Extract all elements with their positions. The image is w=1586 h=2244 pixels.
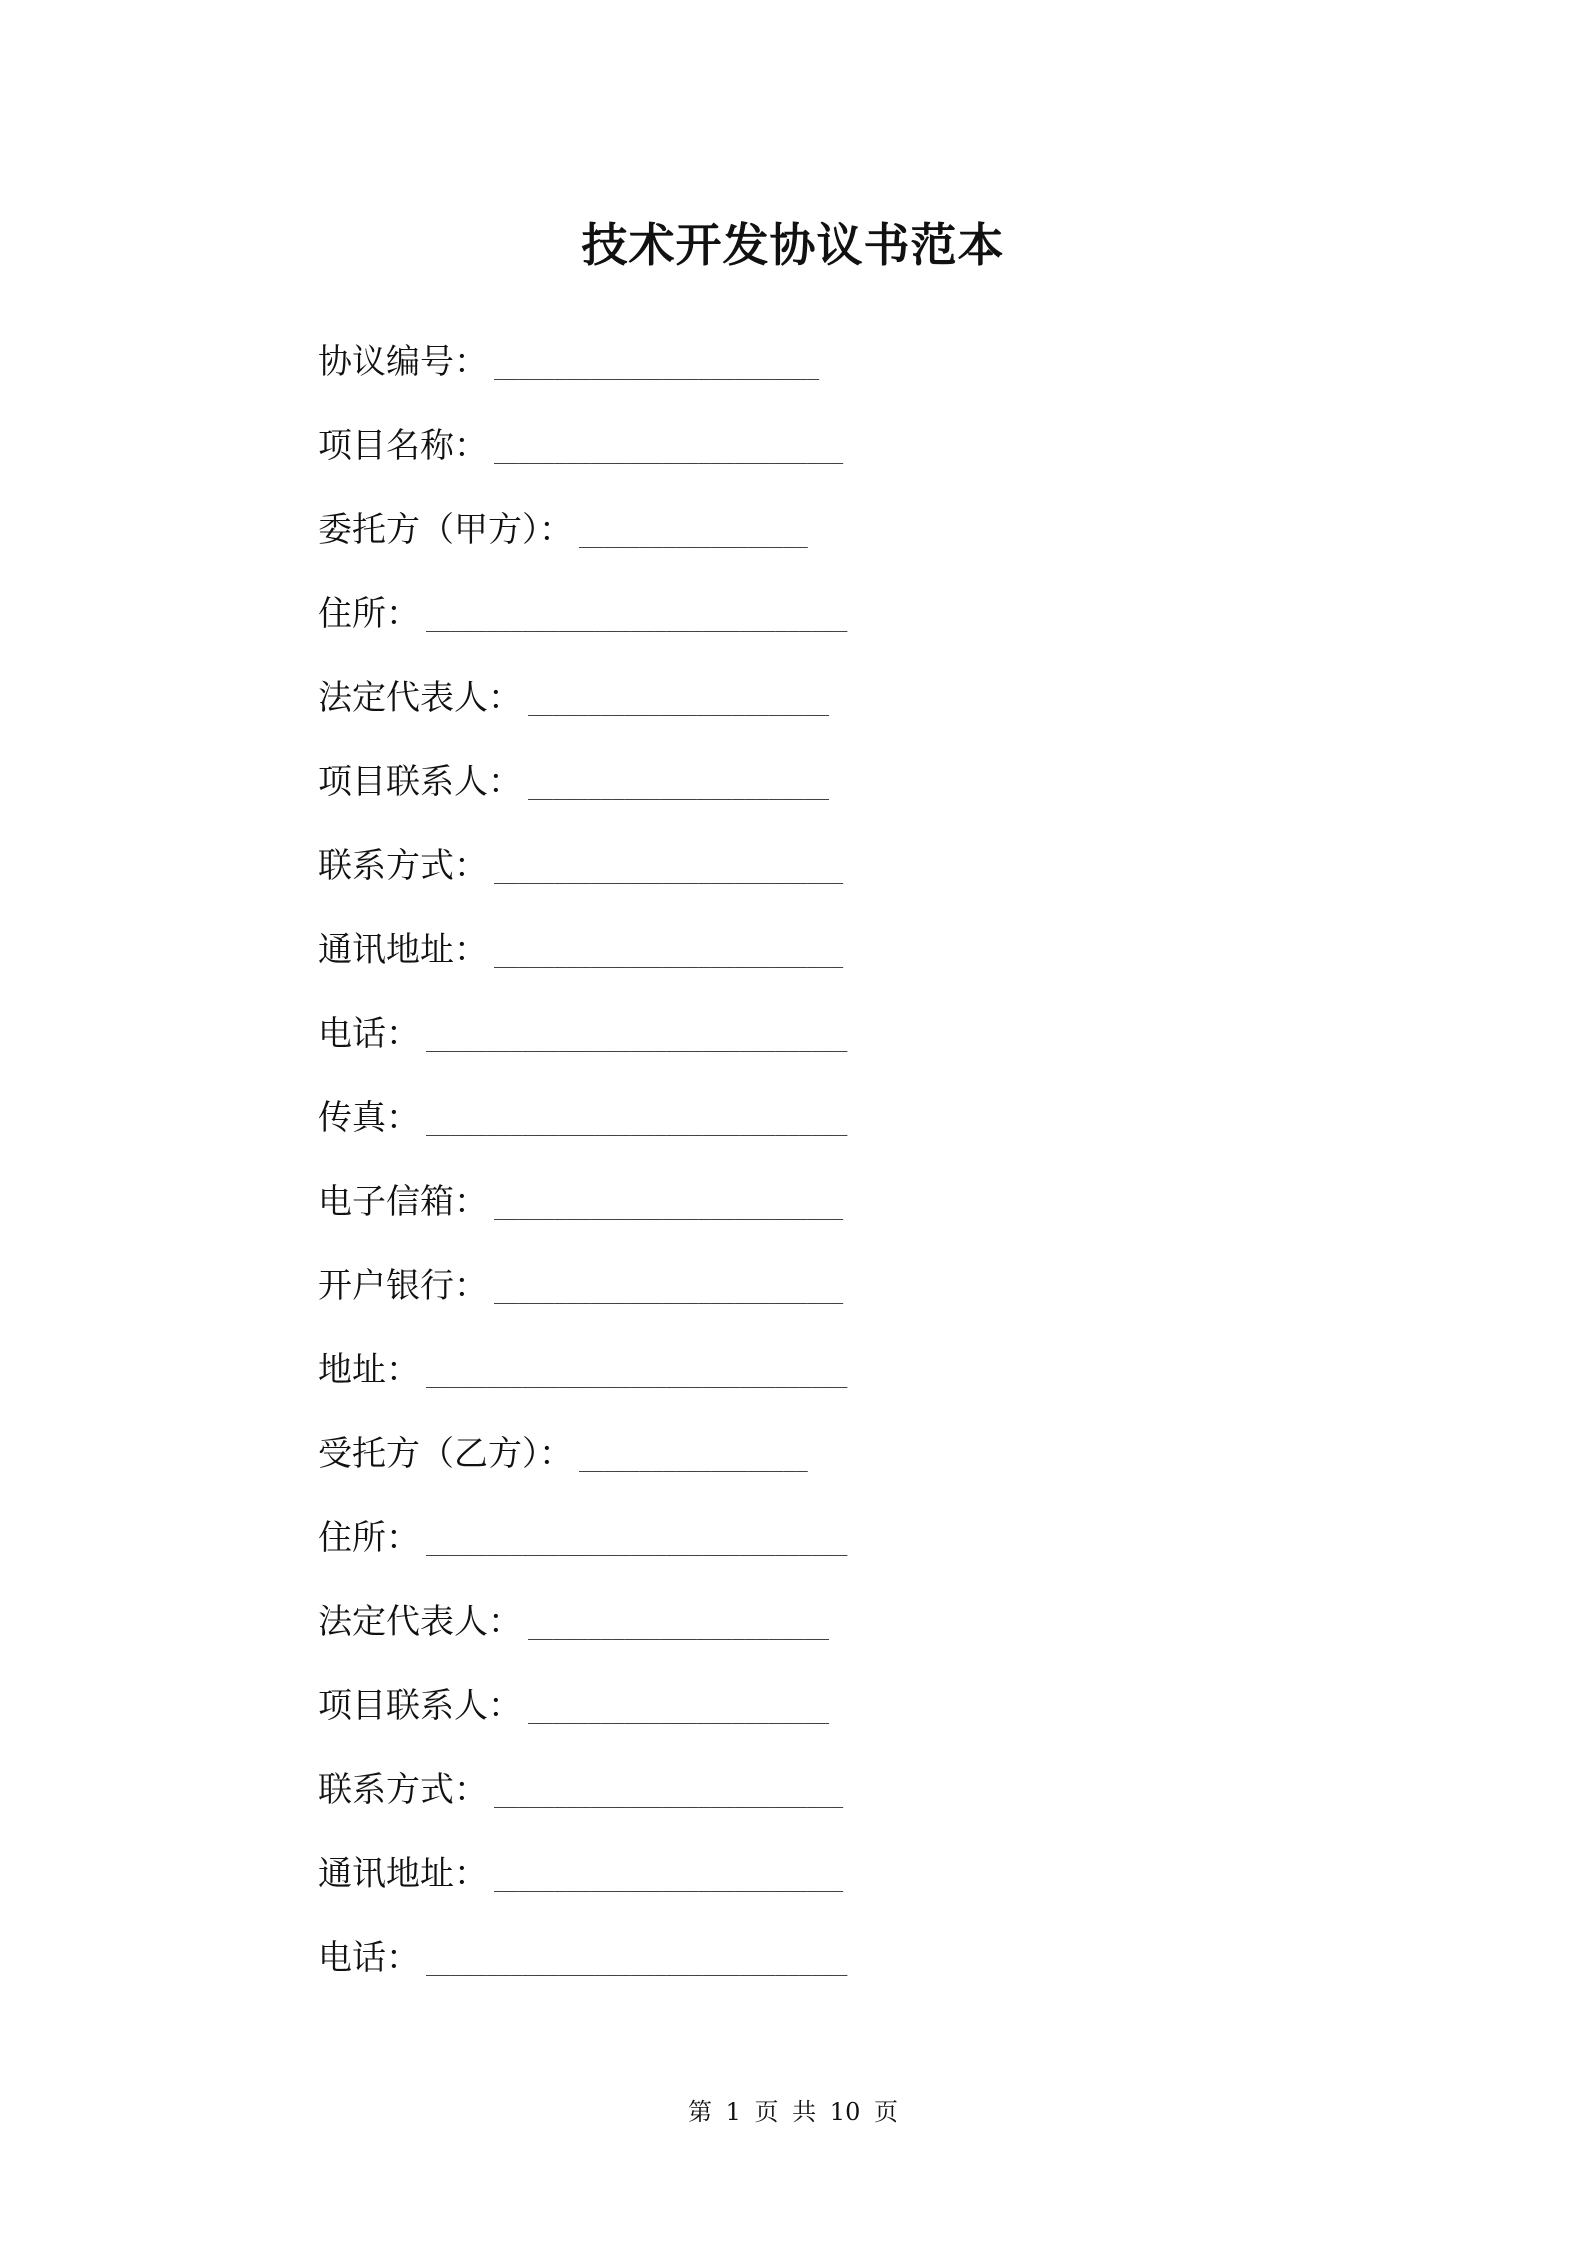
field-label: 项目联系人：: [318, 762, 522, 802]
field-label: 电话：: [318, 1014, 420, 1054]
page-number-footer: 第 1 页 共 10 页: [688, 2098, 898, 2126]
field-blank-line: _____________________________: [494, 1280, 844, 1304]
field-label: 委托方（甲方）：: [318, 510, 573, 550]
field-party-b-domicile: [318, 1496, 1318, 1580]
field-party-a-fax: [318, 1076, 1318, 1160]
field-label: 法定代表人：: [318, 1602, 522, 1642]
document-title: 技术开发协议书范本: [581, 218, 1005, 272]
field-label: 受托方（乙方）：: [318, 1434, 573, 1474]
field-party-b-contact-method: [318, 1748, 1318, 1832]
field-blank-line: _____________________________: [494, 1868, 844, 1892]
field-party-a-bank: [318, 1244, 1318, 1328]
field-blank-line: ___________________________________: [426, 1028, 848, 1052]
field-blank-line: _________________________: [528, 1616, 830, 1640]
field-blank-line: ___________________________________: [426, 1112, 848, 1136]
field-party-a-mailing-address: [318, 908, 1318, 992]
field-party-a-legal-rep: [318, 656, 1318, 740]
field-blank-line: _____________________________: [494, 440, 844, 464]
field-blank-line: ___________________: [579, 524, 808, 548]
field-blank-line: ___________________________________: [426, 608, 848, 632]
field-label: 法定代表人：: [318, 678, 522, 718]
field-blank-line: _____________________________: [494, 1196, 844, 1220]
field-party-a-contact-person: [318, 740, 1318, 824]
field-blank-line: ___________________________________: [426, 1364, 848, 1388]
field-blank-line: _____________________________: [494, 944, 844, 968]
field-party-b: [318, 1412, 1318, 1496]
field-blank-line: ___________________________________: [426, 1952, 848, 1976]
field-blank-line: ___________________: [579, 1448, 808, 1472]
field-blank-line: ___________________________: [494, 356, 820, 380]
field-blank-line: _____________________________: [494, 860, 844, 884]
field-label: 传真：: [318, 1098, 420, 1138]
field-label: 开户银行：: [318, 1266, 488, 1306]
field-label: 项目联系人：: [318, 1686, 522, 1726]
field-blank-line: ___________________________________: [426, 1532, 848, 1556]
field-label: 联系方式：: [318, 846, 488, 886]
field-project-name: [318, 404, 1318, 488]
field-label: 地址：: [318, 1350, 420, 1390]
field-label: 项目名称：: [318, 426, 488, 466]
field-label: 联系方式：: [318, 1770, 488, 1810]
field-label: 通讯地址：: [318, 930, 488, 970]
field-blank-line: _________________________: [528, 776, 830, 800]
field-party-b-mailing-address: [318, 1832, 1318, 1916]
field-blank-line: _________________________: [528, 692, 830, 716]
field-party-a-contact-method: [318, 824, 1318, 908]
field-label: 电子信箱：: [318, 1182, 488, 1222]
field-party-b-contact-person: [318, 1664, 1318, 1748]
field-label: 电话：: [318, 1938, 420, 1978]
field-agreement-number: [318, 320, 1318, 404]
field-party-a-domicile: [318, 572, 1318, 656]
field-party-a-email: [318, 1160, 1318, 1244]
field-label: 通讯地址：: [318, 1854, 488, 1894]
field-blank-line: _____________________________: [494, 1784, 844, 1808]
field-blank-line: _________________________: [528, 1700, 830, 1724]
field-label: 协议编号：: [318, 342, 488, 382]
field-party-b-legal-rep: [318, 1580, 1318, 1664]
field-party-b-phone: [318, 1916, 1318, 2000]
field-party-a-bank-address: [318, 1328, 1318, 1412]
form-fields: [318, 320, 1318, 2000]
field-label: 住所：: [318, 594, 420, 634]
field-party-a: [318, 488, 1318, 572]
field-party-a-phone: [318, 992, 1318, 1076]
field-label: 住所：: [318, 1518, 420, 1558]
